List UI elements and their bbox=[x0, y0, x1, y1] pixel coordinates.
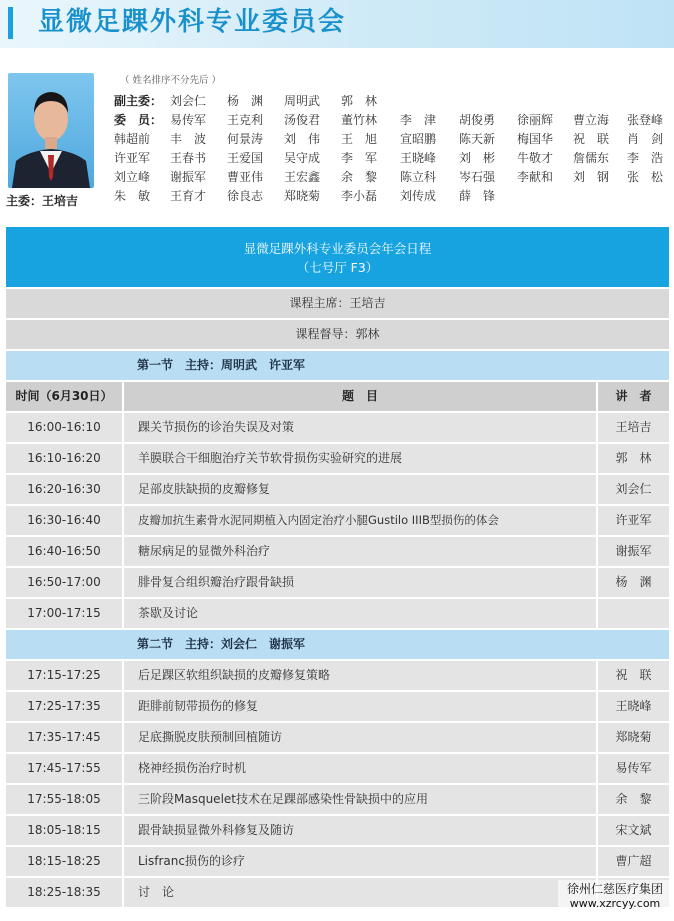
member-name: 刘 伟 bbox=[284, 132, 321, 146]
row-topic: 桡神经损伤治疗时机 bbox=[124, 754, 596, 783]
member-name: 陈立科 bbox=[400, 170, 437, 184]
row-time: 17:25-17:35 bbox=[6, 692, 124, 721]
row-topic: 足底撕脱皮肤预制回植随访 bbox=[124, 723, 596, 752]
table-row bbox=[6, 411, 669, 442]
table-row bbox=[6, 566, 669, 597]
member-name: 詹儒东 bbox=[573, 151, 610, 165]
vice-chair-label: 副主委： bbox=[114, 94, 163, 108]
member-name: 牛敬才 bbox=[517, 151, 554, 165]
row-topic: 三阶段Masquelet技术在足踝部感染性骨缺损中的应用 bbox=[124, 785, 596, 814]
row-topic: Lisfranc损伤的诊疗 bbox=[124, 847, 596, 876]
chair-photo bbox=[8, 73, 94, 188]
member-name: 徐丽辉 bbox=[517, 113, 554, 127]
member-name: 胡俊勇 bbox=[459, 113, 496, 127]
section-1-header bbox=[6, 349, 669, 380]
table-row bbox=[6, 659, 669, 690]
member-name: 薛 锋 bbox=[459, 189, 496, 203]
member-name: 刘 彬 bbox=[459, 151, 496, 165]
row-time: 16:30-16:40 bbox=[6, 506, 124, 535]
table-row bbox=[6, 442, 669, 473]
row-speaker: 祝 联 bbox=[596, 661, 669, 690]
row-speaker: 许亚军 bbox=[596, 506, 669, 535]
member-name: 岑石强 bbox=[459, 170, 496, 184]
member-name: 杨 渊 bbox=[227, 94, 264, 108]
member-label: 委 员： bbox=[114, 113, 163, 127]
page-title: 显微足踝外科专业委员会 bbox=[38, 7, 347, 37]
member-name: 王宏鑫 bbox=[284, 170, 321, 184]
member-name: 李 浩 bbox=[627, 151, 664, 165]
member-name: 李献和 bbox=[517, 170, 554, 184]
row-time: 17:35-17:45 bbox=[6, 723, 124, 752]
member-name: 王克利 bbox=[227, 113, 264, 127]
member-name: 陈天新 bbox=[459, 132, 496, 146]
member-name: 吴守成 bbox=[284, 151, 321, 165]
row-time: 17:00-17:15 bbox=[6, 599, 124, 628]
member-name: 宣昭鹏 bbox=[400, 132, 437, 146]
schedule-title: 显微足踝外科专业委员会年会日程 bbox=[243, 241, 432, 256]
row-topic: 茶歇及讨论 bbox=[124, 599, 596, 628]
section-1-title: 第一节 主持：周明武 许亚军 bbox=[137, 358, 306, 372]
member-name: 王晓峰 bbox=[400, 151, 437, 165]
table-row bbox=[6, 752, 669, 783]
member-name: 徐良志 bbox=[227, 189, 264, 203]
member-name: 郑晓菊 bbox=[284, 189, 321, 203]
member-name: 周明武 bbox=[284, 94, 321, 108]
row-speaker: 刘会仁 bbox=[596, 475, 669, 504]
watermark bbox=[558, 880, 672, 910]
member-name: 谢振军 bbox=[170, 170, 207, 184]
row-speaker: 王晓峰 bbox=[596, 692, 669, 721]
row-speaker: 谢振军 bbox=[596, 537, 669, 566]
row-time: 18:15-18:25 bbox=[6, 847, 124, 876]
member-name: 刘立峰 bbox=[114, 170, 151, 184]
row-speaker: 曹广超 bbox=[596, 847, 669, 876]
row-time: 18:25-18:35 bbox=[6, 878, 124, 907]
header-accent-bar bbox=[8, 7, 13, 39]
row-time: 16:10-16:20 bbox=[6, 444, 124, 473]
table-row bbox=[6, 783, 669, 814]
table-row bbox=[6, 535, 669, 566]
row-topic: 后足踝区软组织缺损的皮瓣修复策略 bbox=[124, 661, 596, 690]
member-name: 张登峰 bbox=[627, 113, 664, 127]
page-header bbox=[0, 0, 674, 48]
col-topic: 题 目 bbox=[124, 382, 596, 411]
row-time: 16:00-16:10 bbox=[6, 413, 124, 442]
schedule-banner bbox=[6, 227, 669, 287]
col-speaker: 讲 者 bbox=[596, 382, 669, 411]
row-time: 17:15-17:25 bbox=[6, 661, 124, 690]
section-2-title: 第二节 主持：刘会仁 谢振军 bbox=[137, 637, 306, 651]
row-time: 16:20-16:30 bbox=[6, 475, 124, 504]
row-time: 17:55-18:05 bbox=[6, 785, 124, 814]
row-topic: 皮瓣加抗生素骨水泥同期植入内固定治疗小腿Gustilo IIIB型损伤的体会 bbox=[124, 506, 596, 535]
table-row bbox=[6, 721, 669, 752]
order-note: （ 姓名排序不分先后 ） bbox=[120, 75, 222, 86]
member-name: 曹亚伟 bbox=[227, 170, 264, 184]
table-header bbox=[6, 380, 669, 411]
schedule-room: （七号厅 F3） bbox=[296, 260, 379, 275]
member-name: 韩超前 bbox=[114, 132, 151, 146]
row-time: 18:05-18:15 bbox=[6, 816, 124, 845]
row-time: 16:40-16:50 bbox=[6, 537, 124, 566]
member-name: 刘传成 bbox=[400, 189, 437, 203]
row-topic: 跟骨缺损显微外科修复及随访 bbox=[124, 816, 596, 845]
watermark-name: 徐州仁慈医疗集团 bbox=[558, 880, 672, 897]
member-name: 肖 剑 bbox=[627, 132, 664, 146]
member-name: 刘 钢 bbox=[573, 170, 610, 184]
member-name: 丰 波 bbox=[170, 132, 207, 146]
row-speaker: 宋文斌 bbox=[596, 816, 669, 845]
row-topic: 腓骨复合组织瓣治疗跟骨缺损 bbox=[124, 568, 596, 597]
member-name: 余 黎 bbox=[341, 170, 378, 184]
row-topic: 讨 论 bbox=[124, 878, 596, 907]
member-name: 汤俊君 bbox=[284, 113, 321, 127]
row-topic: 羊膜联合干细胞治疗关节软骨损伤实验研究的进展 bbox=[124, 444, 596, 473]
section-2-header bbox=[6, 628, 669, 659]
table-row bbox=[6, 504, 669, 535]
member-name: 王爱国 bbox=[227, 151, 264, 165]
member-name: 王春书 bbox=[170, 151, 207, 165]
table-row bbox=[6, 814, 669, 845]
chair-line bbox=[6, 192, 106, 209]
row-speaker: 杨 渊 bbox=[596, 568, 669, 597]
member-name: 李 津 bbox=[400, 113, 437, 127]
course-supervisor: 课程督导：郭林 bbox=[6, 318, 669, 349]
member-name: 朱 敏 bbox=[114, 189, 151, 203]
member-name: 曹立海 bbox=[573, 113, 610, 127]
member-name: 易传军 bbox=[170, 113, 207, 127]
member-name: 何景涛 bbox=[227, 132, 264, 146]
row-topic: 距腓前韧带损伤的修复 bbox=[124, 692, 596, 721]
row-topic: 踝关节损伤的诊治失误及对策 bbox=[124, 413, 596, 442]
course-host: 课程主席：王培吉 bbox=[6, 287, 669, 318]
row-speaker: 郑晓菊 bbox=[596, 723, 669, 752]
member-name: 刘会仁 bbox=[170, 94, 207, 108]
row-speaker: 易传军 bbox=[596, 754, 669, 783]
member-name: 李 军 bbox=[341, 151, 378, 165]
table-row bbox=[6, 690, 669, 721]
table-row bbox=[6, 473, 669, 504]
row-speaker bbox=[596, 599, 669, 628]
row-topic: 足部皮肤缺损的皮瓣修复 bbox=[124, 475, 596, 504]
member-name: 祝 联 bbox=[573, 132, 610, 146]
member-name: 董竹林 bbox=[341, 113, 378, 127]
chair-name: 王培吉 bbox=[42, 194, 79, 208]
row-time: 16:50-17:00 bbox=[6, 568, 124, 597]
member-name: 王育才 bbox=[170, 189, 207, 203]
member-name: 王 旭 bbox=[341, 132, 378, 146]
chair-label: 主委： bbox=[6, 194, 43, 208]
row-speaker: 郭 林 bbox=[596, 444, 669, 473]
member-name: 李小磊 bbox=[341, 189, 378, 203]
table-row bbox=[6, 845, 669, 876]
member-name: 张 松 bbox=[627, 170, 664, 184]
col-time: 时间（6月30日） bbox=[6, 382, 124, 411]
row-time: 17:45-17:55 bbox=[6, 754, 124, 783]
row-speaker: 余 黎 bbox=[596, 785, 669, 814]
watermark-url: www.xzrcyy.com bbox=[558, 897, 672, 910]
member-name: 许亚军 bbox=[114, 151, 151, 165]
member-name: 梅国华 bbox=[517, 132, 554, 146]
row-speaker: 王培吉 bbox=[596, 413, 669, 442]
table-row bbox=[6, 597, 669, 628]
member-name: 郭 林 bbox=[341, 94, 378, 108]
row-topic: 糖尿病足的显微外科治疗 bbox=[124, 537, 596, 566]
